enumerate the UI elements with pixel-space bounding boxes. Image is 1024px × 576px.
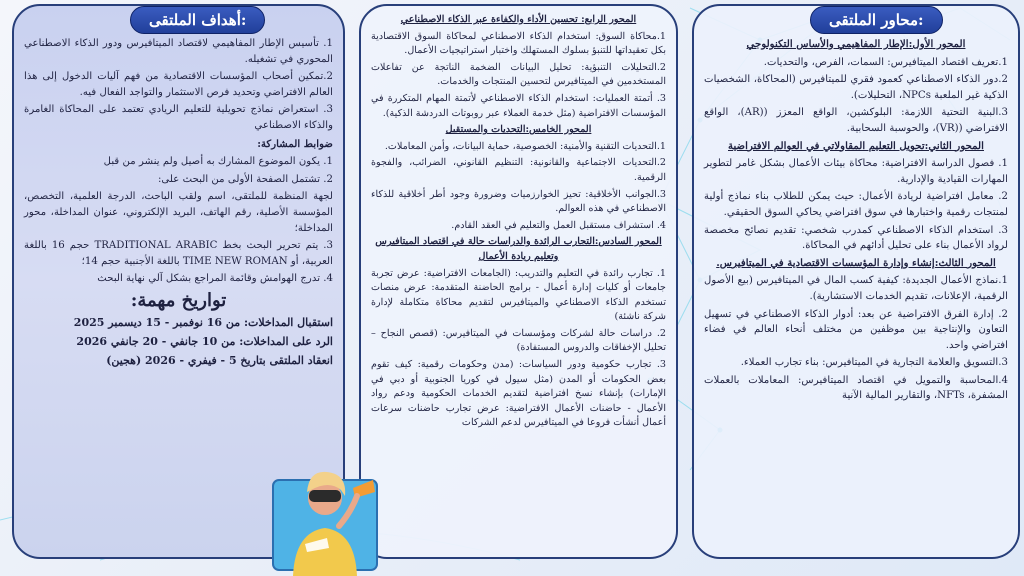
- axis-item: 2.دور الذكاء الاصطناعي كعمود فقري للميتافيرس (المحاكاة، الشخصيات الذكية غير الملعبة NPCs، التحليلات).: [704, 74, 1008, 101]
- axis-item: 4.المحاسبة والتمويل في اقتصاد الميتافيرس: المعاملات بالعملات المشفرة، NFTs، والتقارير المالية الآنية: [704, 374, 1008, 402]
- vr-user-illustration: [265, 440, 385, 576]
- date-item: الرد على المداخلات: من 10 جانفي - 20 جانفي 2026: [76, 334, 333, 348]
- axes-content: [704, 36, 1008, 406]
- goal-item: 2.تمكين أصحاب المؤسسات الاقتصادية من فهم آليات الدخول إلى هذا العالم الافتراضي وتحديد فرص الاستثمار والتواجد الفعال فيه.: [24, 71, 333, 98]
- axis-item: 1. فصول الدراسة الافتراضية: محاكاة بيئات الأعمال بشكل غامر لتطوير المهارات القيادية والإدارية.: [704, 158, 1008, 185]
- axis-item: 2.التحليلات التنبؤية: تحليل البيانات الضخمة الناتجة عن تفاعلات المستخدمين في الميتافيرس لتحسين المنتجات والخدمات.: [371, 61, 666, 88]
- rules-title: ضوابط المشاركة:: [257, 137, 333, 150]
- rule-item: لجهة المنظمة للملتقى، اسم ولقب الباحث، الدرجة العلمية، التخصص، المؤسسة الأصلية، رقم الهاتف، البريد الإلكتروني، عنوان المداخلة، محور المداخلة؛: [24, 191, 333, 234]
- rule-item: 1. يكون الموضوع المشارك به أصيل ولم ينشر من قبل: [103, 156, 333, 168]
- goals-content: [24, 36, 333, 370]
- axis-heading: المحور الثاني:تحويل التعليم المقاولاتي في العوالم الافتراضية: [728, 139, 984, 152]
- axis-item: 1.نماذج الأعمال الجديدة: كيفية كسب المال في الميتافيرس (بيع الأصول الرقمية، الإعلانات، تقديم الخدمات الاستشارية).: [704, 275, 1008, 302]
- axis-item: 1. تجارب رائدة في التعليم والتدريب: (الجامعات الافتراضية: عرض تجربة جامعات أو كليات إدارة أعمال - برامج الحاضنة المتقدمة: عرض منصات تستخدم الذكاء الاصطناعي والميتافيرس لتقديم محاكاة متكاملة لإدارة شركة ناشئة): [371, 267, 666, 323]
- axis-item: 2. معامل افتراضية لريادة الأعمال: حيث يمكن للطلاب بناء نماذج أولية لمنتجات رقمية واختبارها في سوق افتراضي يحاكي السوق الحقيقي.: [704, 191, 1008, 218]
- goals-title: أهداف الملتقى:: [130, 6, 265, 34]
- axis-item: 2. إدارة الفرق الافتراضية عن بعد: أدوار الذكاء الاصطناعي في تسهيل التعاون والإنتاجية بين موظفين من مختلف أنحاء العالم في فضاء افتراضي واحد.: [704, 308, 1008, 351]
- axis-item: 3. أتمتة العمليات: استخدام الذكاء الاصطناعي لأتمتة المهام المتكررة في المؤسسات الافتراضية (مثل خدمة العملاء عبر روبوتات الدردشة الذكية).: [371, 92, 666, 119]
- axis-item: 2. دراسات حالة لشركات ومؤسسات في الميتافيرس: (قصص النجاح – تحليل الإخفاقات والدروس المستفادة): [371, 327, 666, 354]
- middle-axes-content: [371, 12, 666, 433]
- axis-item: 1.التحديات التقنية والأمنية: الخصوصية، حماية البيانات، وأمن المعاملات.: [384, 140, 666, 152]
- axis-item: 1.تعريف اقتصاد الميتافيرس: السمات، الفرص، والتحديات.: [763, 56, 1008, 68]
- axis-item: 4. استشراف مستقبل العمل والتعليم في العقد القادم.: [451, 219, 666, 231]
- axis-heading: المحور السادس:التجارب الرائدة والدراسات حالة في اقتصاد الميتافيرس وتعليم ريادة الأعمال: [375, 236, 662, 262]
- axis-heading: المحور الأول:الإطار المفاهيمي والأساس التكنولوجي: [746, 38, 966, 50]
- axis-heading: المحور الثالث:إنشاء وإدارة المؤسسات الاقتصادية في الميتافيرس.: [716, 256, 996, 269]
- goal-item: 1. تأسيس الإطار المفاهيمي لاقتصاد الميتافيرس ودور الذكاء الاصطناعي المحوري في تشغيله.: [24, 38, 333, 65]
- date-item: استقبال المداخلات: من 16 نوفمبر - 15 ديسمبر 2025: [73, 315, 333, 329]
- axis-item: 2.التحديات الاجتماعية والقانونية: التنظيم القانوني، الضرائب، والفجوة الرقمية.: [371, 157, 666, 183]
- axis-item: 3.البنية التحتية اللازمة: البلوكشين، الواقع المعزز ((AR)، الواقع الافتراضي ((VR)، والحوسبة السحابية.: [704, 107, 1009, 134]
- axis-heading: المحور الخامس:التحديات والمستقبل: [445, 124, 592, 136]
- axes-panel: [692, 4, 1020, 559]
- rule-item: 4. تدرج الهوامش وقائمة المراجع بشكل آلي نهاية البحث: [97, 273, 333, 285]
- dates-title: تواريخ مهمة:: [130, 289, 227, 311]
- goal-item: 3. استعراض نماذج تحويلية للتعليم الريادي تعتمد على المحاكاة الغامرة والذكاء الاصطناعي: [24, 104, 333, 131]
- rule-item: 3. يتم تحرير البحث بخط TRADITIONAL ARABIC حجم 16 باللغة العربية، أو TIME NEW ROMAN باللغة الأجنبية حجم 14؛: [24, 240, 334, 267]
- axis-item: 3.التسويق والعلامة التجارية في الميتافيرس: بناء تجارب العملاء.: [740, 357, 1008, 369]
- axis-item: 3.الجوانب الأخلاقية: تحيز الخوارزميات وضرورة وجود أطر أخلاقية للذكاء الاصطناعي في هذه العوالم.: [371, 188, 666, 215]
- axis-heading: المحور الرابع: تحسين الأداء والكفاءة عبر الذكاء الاصطناعي: [400, 14, 637, 25]
- axis-item: 3. تجارب حكومية ودور السياسات: (مدن وحكومات رقمية: كيف تقوم بعض الحكومات أو المدن (مثل سيول في كوريا الجنوبية أو دبي في الإمارات) بإنشاء نسخ افتراضية لتقديم الخدمات الحكومية ودعم رواد الأعمال - حاضنات الأعمال الافتراضية: عرض تجارب حاضنات سرعات أعمال أنشأت فروعا في الميتافيرس لدعم الشركات: [371, 359, 666, 429]
- middle-axes-panel: [359, 4, 678, 559]
- axis-item: 3. استخدام الذكاء الاصطناعي كمدرب شخصي: تقديم نصائح مخصصة لرواد الأعمال بناء على تحليل أدائهم في المحاكاة.: [704, 224, 1008, 252]
- rule-item: 2. تشتمل الصفحة الأولى من البحث على:: [157, 173, 333, 185]
- axis-item: 1.محاكاة السوق: استخدام الذكاء الاصطناعي لمحاكاة السوق الاقتصادية بكل تعقيداتها للتنبؤ بسلوك المستهلك واختبار استراتيجيات الأعمال.: [371, 30, 666, 57]
- date-item: انعقاد الملتقى بتاريخ 5 - فيفري - 2026 (هجين): [106, 353, 333, 367]
- axes-title: محاور الملتقى:: [810, 6, 943, 34]
